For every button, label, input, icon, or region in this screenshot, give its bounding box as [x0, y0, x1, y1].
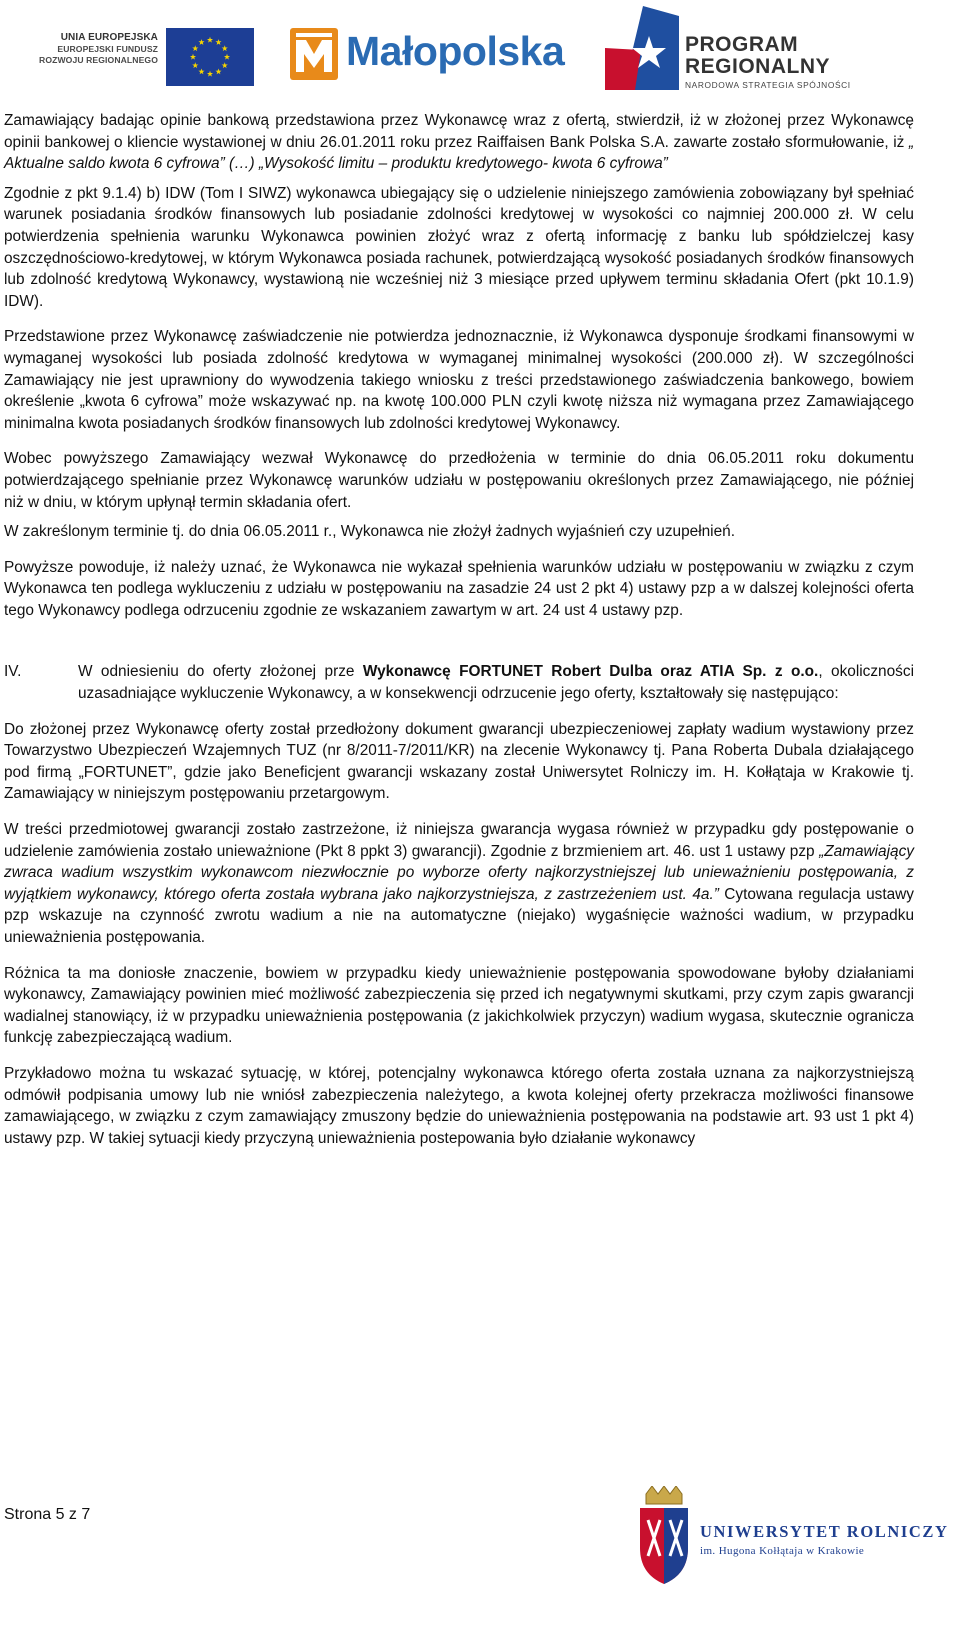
p8-text-a: W treści przedmiotowej gwarancji zostało zastrzeżone, iż niniejsza gwarancja wygasa również w przypadku gdy postępowanie o udzielenie zamówienia zostało unieważnione (Pkt 8 ppkt 3) gwarancji). Zgodnie z brzmieniem art. 46. ust 1 ustawy pzp	[4, 821, 914, 860]
paragraph-certificate: Przedstawione przez Wykonawcę zaświadczenie nie potwierdza jednoznacznie, iż Wykonawca dysponuje środkami finansowymi w wymaganej wysokości lub posiada zdolność kredytowa w wymaganej minimalnej wysokości (200.000 zł). W szczególności Zamawiający nie jest uprawniony do wywodzenia takiego wniosku z treści przedstawionego zaświadczenia bankowego, bowiem określenie „kwota 6 cyfrowa” może wskazywać np. na kwotę 100.000 PLN czyli kwotę niższa niż wymagana przez Zamawiającego minimalna kwota posiadanych środków finansowych lub zdolności kredytowej Wykonawcy.	[4, 328, 914, 432]
eu-logo	[16, 28, 256, 86]
eu-line-3: ROZWOJU REGIONALNEGO	[39, 55, 158, 65]
paragraph-example: Przykładowo można tu wskazać sytuację, w której, potencjalny wykonawca którego oferta została uznana za najkorzystniejszą odmówił podpisania umowy lub nie wniósł zabezpieczenia należytego, a kwota kolejnej oferty przekracza możliwości finansowe zamawiającego, w związku z czym zamawiający zmuszony będzie do unieważnienia postępowania na podstawie art. 93 ust 1 pkt 4) ustawy pzp. W takiej sytuacji kiedy przyczyną unieważnienia postepowania było działanie wykonawcy	[4, 1064, 914, 1147]
section-contractor: Wykonawcę FORTUNET Robert Dulba oraz ATIA Sp. z o.o.	[362, 663, 819, 681]
section-text-a: W odniesieniu do oferty złożonej prze	[78, 663, 363, 681]
university-name: UNIWERSYTET ROLNICZY	[700, 1522, 949, 1541]
university-crest-icon	[636, 1486, 692, 1586]
malopolska-emblem-icon	[290, 28, 338, 80]
eu-flag-icon	[166, 28, 254, 86]
malopolska-wordmark: Małopolska	[346, 28, 565, 74]
paragraph-guarantee: Do złożonej przez Wykonawcę oferty został przedłożony dokument gwarancji ubezpieczeniowej zapłaty wadium wystawiony przez Towarzystwo Ubezpieczeń Wzajemnych TUZ (nr 8/2011-7/2011/KR) na zlecenie Wykonawcy tj. Pana Roberta Dubala działającego pod firmą „FORTUNET”, gdzie jako Beneficjent gwarancji wskazany został Uniwersytet Rolniczy im. H. Kołłątaja w Krakowie tj. Zamawiający w niniejszym postępowaniu przetargowym.	[4, 720, 914, 803]
eu-line-2: EUROPEJSKI FUNDUSZ	[57, 43, 158, 54]
malopolska-logo	[290, 24, 580, 84]
paragraph-exclusion: Powyższe powoduje, iż należy uznać, że Wykonawca nie wykazał spełnienia warunków udziału w postępowaniu w związku z czym Wykonawca ten podlega wykluczeniu z udziału w postępowaniu na zasadzie 24 ust 2 pkt 4) ustawy pzp a w dalszej kolejności oferta tego Wykonawcy podlega odrzuceniu zgodnie ze wskazaniem zawartym w art. 24 ust 4 ustawy pzp.	[4, 558, 914, 619]
eu-line-1: UNIA EUROPEJSKA	[60, 32, 158, 43]
section-text-c: , okoliczności uzasadniające wykluczenie Wykonawcy, a w konsekwencji odrzucenie jego oferty, kształtowały się następująco:	[78, 663, 914, 703]
program-star-icon	[605, 6, 679, 90]
paragraph-requirement: Zgodnie z pkt 9.1.4) b) IDW (Tom I SIWZ) wykonawca ubiegający się o udzielenie niniejszego zamówienia zobowiązany był spełniać warunek posiadania środków finansowych lub posiadanie zdolności kredytowej w wysokości co najmniej 200.000 zł. W celu potwierdzenia spełnienia warunku Wykonawca powinien złożyć wraz z ofertą informację z banku lub spółdzielczej kasy oszczędnościowo-kredytowej, w którym Wykonawca posiada rachunek, potwierdzającą wysokość posiadanych środków finansowych lub zdolność kredytową Wykonawcy, wystawioną nie wcześniej niż 3 miesiące przed upływem terminu składania Ofert (pkt 10.1.9) IDW).	[4, 184, 914, 310]
section-heading-text	[78, 661, 914, 704]
p1-quote: „ Aktualne saldo kwota 6 cyfrowa” (…) „Wysokość limitu – produktu kredytowego- kwota 6 cyfrowa”	[4, 133, 914, 173]
program-title-2: REGIONALNY	[685, 55, 831, 78]
p8-text-c: Cytowana regulacja ustawy pzp wskazuje na czynność zwrotu wadium a nie na automatyczne (niejako) wygaśnięcie ważności wadium, w przypadku unieważnienia postępowania.	[4, 885, 914, 946]
paragraph-summons: Wobec powyższego Zamawiający wezwał Wykonawcę do przedłożenia w terminie do dnia 06.05.2011 roku dokumentu potwierdzającego spełnianie przez Wykonawcę warunków udziału w postępowaniu określonych przez Zamawiającego, nie później niż w dniu, w którym upłynął termin składania ofert.	[4, 450, 914, 511]
section-number: IV.	[4, 663, 22, 681]
program-regionalny-logo	[605, 6, 885, 90]
paragraph-guarantee-terms	[4, 819, 914, 949]
page-number: Strona 5 z 7	[4, 1506, 91, 1523]
page-header	[0, 0, 960, 92]
university-subtitle: im. Hugona Kołłątaja w Krakowie	[700, 1545, 865, 1557]
eu-logo-text	[16, 32, 158, 67]
paragraph-bank-opinion	[4, 110, 914, 175]
p8-quote: „Zamawiający zwraca wadium wszystkim wykonawcom niezwłocznie po wyborze oferty najkorzystniejszej lub unieważnieniu postępowania, z wyjątkiem wykonawcy, którego oferta została wybrana jako najkorzystniejsza, z zastrzeżeniem ust. 4a.”	[4, 842, 914, 903]
program-subtitle: NARODOWA STRATEGIA SPÓJNOŚCI	[685, 80, 851, 90]
program-title-1: PROGRAM	[685, 33, 799, 56]
paragraph-difference: Różnica ta ma doniosłe znaczenie, bowiem w przypadku kiedy unieważnienie postępowania spowodowane byłoby działaniami wykonawcy, Zamawiający powinien mieć możliwość zabezpieczenia się przed ich negatywnymi skutkami, przy czym zapis gwarancji wadialnej stanowiący, iż w przypadku unieważnienia postępowania (z jakichkolwiek przyczyn) wadium wygasa, skutecznie ogranicza funkcję zabezpieczającą wadium.	[4, 964, 914, 1047]
document-body	[4, 110, 914, 1163]
section-iv	[4, 661, 914, 704]
university-logo	[636, 1486, 949, 1596]
p1-text: Zamawiający badając opinie bankową przedstawiona przez Wykonawcę wraz z ofertą, stwierdził, iż w złożonej przez Wykonawcę opinii bankowej o kliencie wystawionej w dniu 26.01.2011 roku przez Raiffaisen Bank Polska S.A. zawarte zostało sformułowanie, iż	[4, 112, 914, 151]
paragraph-no-reply: W zakreślonym terminie tj. do dnia 06.05.2011 r., Wykonawca nie złożył żadnych wyjaśnień czy uzupełnień.	[4, 523, 735, 541]
